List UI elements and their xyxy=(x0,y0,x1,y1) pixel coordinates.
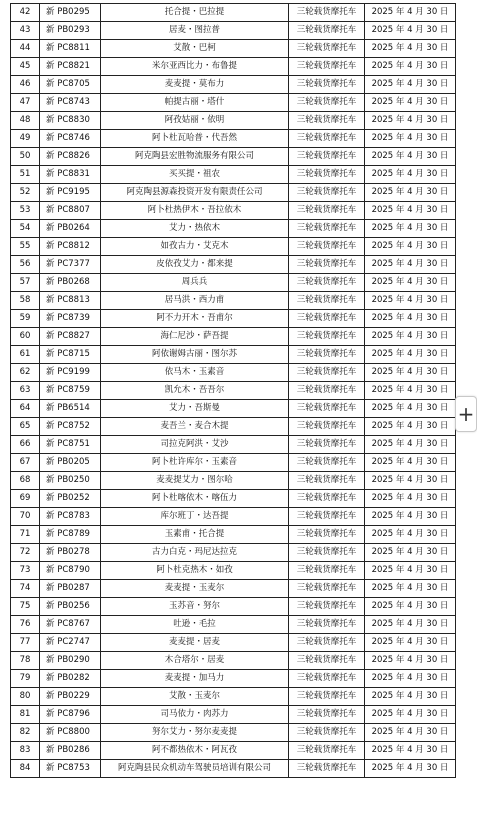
row-number-cell[interactable]: 61 xyxy=(11,346,40,364)
vehicle-type-cell[interactable]: 三轮载货摩托车 xyxy=(289,58,365,76)
date-cell[interactable]: 2025 年 4 月 30 日 xyxy=(365,436,456,454)
date-cell[interactable]: 2025 年 4 月 30 日 xyxy=(365,94,456,112)
row-number-cell[interactable]: 54 xyxy=(11,220,40,238)
date-cell[interactable]: 2025 年 4 月 30 日 xyxy=(365,256,456,274)
vehicle-type-cell[interactable]: 三轮载货摩托车 xyxy=(289,130,365,148)
owner-name-cell[interactable]: 阿不力开木・吾甫尔 xyxy=(101,310,289,328)
plate-number-cell[interactable]: 新 PC9199 xyxy=(40,364,101,382)
owner-name-cell[interactable]: 阿卜杜喀依木・喀伍力 xyxy=(101,490,289,508)
owner-name-cell[interactable]: 米尔亚西比力・布鲁提 xyxy=(101,58,289,76)
table-row xyxy=(11,202,456,220)
vehicle-type-cell[interactable]: 三轮载货摩托车 xyxy=(289,22,365,40)
table-row xyxy=(11,238,456,256)
owner-name-cell[interactable]: 麦麦提・居麦 xyxy=(101,634,289,652)
table-row xyxy=(11,4,456,22)
vehicle-type-cell[interactable]: 三轮载货摩托车 xyxy=(289,580,365,598)
table-row xyxy=(11,508,456,526)
plate-number-cell[interactable]: 新 PC9195 xyxy=(40,184,101,202)
plate-number-cell[interactable]: 新 PC8811 xyxy=(40,40,101,58)
owner-name-cell[interactable]: 周兵兵 xyxy=(101,274,289,292)
date-cell[interactable]: 2025 年 4 月 30 日 xyxy=(365,166,456,184)
vehicle-type-cell[interactable]: 三轮载货摩托车 xyxy=(289,742,365,760)
table-row xyxy=(11,148,456,166)
owner-name-cell[interactable]: 阿克陶县宏胜物流服务有限公司 xyxy=(101,148,289,166)
vehicle-type-cell[interactable]: 三轮载货摩托车 xyxy=(289,436,365,454)
date-cell[interactable]: 2025 年 4 月 30 日 xyxy=(365,508,456,526)
date-cell[interactable]: 2025 年 4 月 30 日 xyxy=(365,4,456,22)
date-cell[interactable]: 2025 年 4 月 30 日 xyxy=(365,634,456,652)
vehicle-type-cell[interactable]: 三轮载货摩托车 xyxy=(289,238,365,256)
plate-number-cell[interactable]: 新 PB0268 xyxy=(40,274,101,292)
date-cell[interactable]: 2025 年 4 月 30 日 xyxy=(365,616,456,634)
row-number-cell[interactable]: 76 xyxy=(11,616,40,634)
row-number-cell[interactable]: 74 xyxy=(11,580,40,598)
vehicle-type-cell[interactable]: 三轮载货摩托车 xyxy=(289,202,365,220)
vehicle-type-cell[interactable]: 三轮载货摩托车 xyxy=(289,382,365,400)
owner-name-cell[interactable]: 玉苏音・努尔 xyxy=(101,598,289,616)
owner-name-cell[interactable]: 艾力・吾斯曼 xyxy=(101,400,289,418)
vehicle-type-cell[interactable]: 三轮载货摩托车 xyxy=(289,364,365,382)
date-cell[interactable]: 2025 年 4 月 30 日 xyxy=(365,112,456,130)
table-row xyxy=(11,364,456,382)
table-row xyxy=(11,724,456,742)
vehicle-type-cell[interactable]: 三轮载货摩托车 xyxy=(289,598,365,616)
plate-number-cell[interactable]: 新 PC8783 xyxy=(40,508,101,526)
vehicle-type-cell[interactable]: 三轮载货摩托车 xyxy=(289,526,365,544)
row-number-cell[interactable]: 66 xyxy=(11,436,40,454)
row-number-cell[interactable]: 44 xyxy=(11,40,40,58)
plate-number-cell[interactable]: 新 PC8705 xyxy=(40,76,101,94)
table-row xyxy=(11,220,456,238)
row-number-cell[interactable]: 50 xyxy=(11,148,40,166)
date-cell[interactable]: 2025 年 4 月 30 日 xyxy=(365,544,456,562)
row-number-cell[interactable]: 57 xyxy=(11,274,40,292)
date-cell[interactable]: 2025 年 4 月 30 日 xyxy=(365,490,456,508)
row-number-cell[interactable]: 52 xyxy=(11,184,40,202)
table-row xyxy=(11,742,456,760)
vehicle-type-cell[interactable]: 三轮载货摩托车 xyxy=(289,292,365,310)
table-row xyxy=(11,652,456,670)
owner-name-cell[interactable]: 皮依孜艾力・都来提 xyxy=(101,256,289,274)
vehicle-type-cell[interactable]: 三轮载货摩托车 xyxy=(289,220,365,238)
row-number-cell[interactable]: 79 xyxy=(11,670,40,688)
owner-name-cell[interactable]: 库尔班丁・达吾提 xyxy=(101,508,289,526)
vehicle-type-cell[interactable]: 三轮载货摩托车 xyxy=(289,400,365,418)
owner-name-cell[interactable]: 居麦・图拉普 xyxy=(101,22,289,40)
date-cell[interactable]: 2025 年 4 月 30 日 xyxy=(365,652,456,670)
plate-number-cell[interactable]: 新 PC8759 xyxy=(40,382,101,400)
vehicle-type-cell[interactable]: 三轮载货摩托车 xyxy=(289,256,365,274)
row-number-cell[interactable]: 67 xyxy=(11,454,40,472)
owner-name-cell[interactable]: 麦麦提・莫布力 xyxy=(101,76,289,94)
vehicle-registration-table xyxy=(10,3,456,778)
plate-number-cell[interactable]: 新 PB0256 xyxy=(40,598,101,616)
table-row xyxy=(11,598,456,616)
plate-number-cell[interactable]: 新 PC8807 xyxy=(40,202,101,220)
vehicle-type-cell[interactable]: 三轮载货摩托车 xyxy=(289,670,365,688)
date-cell[interactable]: 2025 年 4 月 30 日 xyxy=(365,418,456,436)
table-row xyxy=(11,346,456,364)
table-row xyxy=(11,454,456,472)
vehicle-type-cell[interactable]: 三轮载货摩托车 xyxy=(289,544,365,562)
row-number-cell[interactable]: 51 xyxy=(11,166,40,184)
date-cell[interactable]: 2025 年 4 月 30 日 xyxy=(365,148,456,166)
vehicle-type-cell[interactable]: 三轮载货摩托车 xyxy=(289,616,365,634)
plate-number-cell[interactable]: 新 PC7377 xyxy=(40,256,101,274)
vehicle-type-cell[interactable]: 三轮载货摩托车 xyxy=(289,634,365,652)
date-cell[interactable]: 2025 年 4 月 30 日 xyxy=(365,598,456,616)
plate-number-cell[interactable]: 新 PC2747 xyxy=(40,634,101,652)
date-cell[interactable]: 2025 年 4 月 30 日 xyxy=(365,670,456,688)
owner-name-cell[interactable]: 玉素甫・托合提 xyxy=(101,526,289,544)
table-row xyxy=(11,472,456,490)
owner-name-cell[interactable]: 艾散・巴柯 xyxy=(101,40,289,58)
date-cell[interactable]: 2025 年 4 月 30 日 xyxy=(365,580,456,598)
plate-number-cell[interactable]: 新 PB0264 xyxy=(40,220,101,238)
vehicle-type-cell[interactable]: 三轮载货摩托车 xyxy=(289,724,365,742)
plate-number-cell[interactable]: 新 PC8827 xyxy=(40,328,101,346)
row-number-cell[interactable]: 63 xyxy=(11,382,40,400)
date-cell[interactable]: 2025 年 4 月 30 日 xyxy=(365,526,456,544)
owner-name-cell[interactable]: 木合塔尔・居麦 xyxy=(101,652,289,670)
owner-name-cell[interactable]: 吐逊・毛拉 xyxy=(101,616,289,634)
row-number-cell[interactable]: 45 xyxy=(11,58,40,76)
date-cell[interactable]: 2025 年 4 月 30 日 xyxy=(365,130,456,148)
table-row xyxy=(11,58,456,76)
table-body xyxy=(11,4,456,778)
plate-number-cell[interactable]: 新 PC8821 xyxy=(40,58,101,76)
row-number-cell[interactable]: 80 xyxy=(11,688,40,706)
plate-number-cell[interactable]: 新 PC8812 xyxy=(40,238,101,256)
owner-name-cell[interactable]: 阿孜姑丽・依明 xyxy=(101,112,289,130)
row-number-cell[interactable]: 78 xyxy=(11,652,40,670)
table-row xyxy=(11,616,456,634)
row-number-cell[interactable]: 77 xyxy=(11,634,40,652)
date-cell[interactable]: 2025 年 4 月 30 日 xyxy=(365,346,456,364)
owner-name-cell[interactable]: 依马木・玉素音 xyxy=(101,364,289,382)
owner-name-cell[interactable]: 阿卜杜瓦哈普・代吾然 xyxy=(101,130,289,148)
table-row xyxy=(11,634,456,652)
plate-number-cell[interactable]: 新 PC8746 xyxy=(40,130,101,148)
row-number-cell[interactable]: 75 xyxy=(11,598,40,616)
table-row xyxy=(11,706,456,724)
vehicle-type-cell[interactable]: 三轮载货摩托车 xyxy=(289,184,365,202)
date-cell[interactable]: 2025 年 4 月 30 日 xyxy=(365,382,456,400)
plate-number-cell[interactable]: 新 PC8789 xyxy=(40,526,101,544)
date-cell[interactable]: 2025 年 4 月 30 日 xyxy=(365,706,456,724)
row-number-cell[interactable]: 60 xyxy=(11,328,40,346)
date-cell[interactable]: 2025 年 4 月 30 日 xyxy=(365,292,456,310)
owner-name-cell[interactable]: 司马依力・肉苏力 xyxy=(101,706,289,724)
table-row xyxy=(11,526,456,544)
owner-name-cell[interactable]: 艾力・热依木 xyxy=(101,220,289,238)
table-row xyxy=(11,166,456,184)
owner-name-cell[interactable]: 古力白克・玛尼达拉克 xyxy=(101,544,289,562)
vehicle-type-cell[interactable]: 三轮载货摩托车 xyxy=(289,490,365,508)
row-number-cell[interactable]: 68 xyxy=(11,472,40,490)
row-number-cell[interactable]: 81 xyxy=(11,706,40,724)
date-cell[interactable]: 2025 年 4 月 30 日 xyxy=(365,310,456,328)
vehicle-type-cell[interactable]: 三轮载货摩托车 xyxy=(289,328,365,346)
owner-name-cell[interactable]: 艾散・玉麦尔 xyxy=(101,688,289,706)
row-number-cell[interactable]: 46 xyxy=(11,76,40,94)
table-row xyxy=(11,328,456,346)
table-row xyxy=(11,580,456,598)
date-cell[interactable]: 2025 年 4 月 30 日 xyxy=(365,760,456,778)
plus-icon: + xyxy=(457,402,475,426)
plate-number-cell[interactable]: 新 PB0252 xyxy=(40,490,101,508)
vehicle-type-cell[interactable]: 三轮载货摩托车 xyxy=(289,4,365,22)
plate-number-cell[interactable]: 新 PC8813 xyxy=(40,292,101,310)
date-cell[interactable]: 2025 年 4 月 30 日 xyxy=(365,724,456,742)
table-row xyxy=(11,130,456,148)
row-number-cell[interactable]: 49 xyxy=(11,130,40,148)
table-row xyxy=(11,760,456,778)
vehicle-type-cell[interactable]: 三轮载货摩托车 xyxy=(289,706,365,724)
owner-name-cell[interactable]: 阿卜杜克热木・如孜 xyxy=(101,562,289,580)
plate-number-cell[interactable]: 新 PB0293 xyxy=(40,22,101,40)
date-cell[interactable]: 2025 年 4 月 30 日 xyxy=(365,76,456,94)
row-number-cell[interactable]: 65 xyxy=(11,418,40,436)
vehicle-type-cell[interactable]: 三轮载货摩托车 xyxy=(289,508,365,526)
vehicle-type-cell[interactable]: 三轮载货摩托车 xyxy=(289,562,365,580)
vehicle-type-cell[interactable]: 三轮载货摩托车 xyxy=(289,454,365,472)
table-row xyxy=(11,76,456,94)
vehicle-type-cell[interactable]: 三轮载货摩托车 xyxy=(289,652,365,670)
row-number-cell[interactable]: 62 xyxy=(11,364,40,382)
plate-number-cell[interactable]: 新 PC8796 xyxy=(40,706,101,724)
vehicle-type-cell[interactable]: 三轮载货摩托车 xyxy=(289,112,365,130)
vehicle-type-cell[interactable]: 三轮载货摩托车 xyxy=(289,274,365,292)
plate-number-cell[interactable]: 新 PC8790 xyxy=(40,562,101,580)
add-column-button[interactable] xyxy=(455,396,477,432)
vehicle-type-cell[interactable]: 三轮载货摩托车 xyxy=(289,688,365,706)
plate-number-cell[interactable]: 新 PC8830 xyxy=(40,112,101,130)
row-number-cell[interactable]: 84 xyxy=(11,760,40,778)
table-row xyxy=(11,490,456,508)
owner-name-cell[interactable]: 托合提・巴拉提 xyxy=(101,4,289,22)
date-cell[interactable]: 2025 年 4 月 30 日 xyxy=(365,40,456,58)
date-cell[interactable]: 2025 年 4 月 30 日 xyxy=(365,562,456,580)
vehicle-type-cell[interactable]: 三轮载货摩托车 xyxy=(289,472,365,490)
plate-number-cell[interactable]: 新 PB0250 xyxy=(40,472,101,490)
date-cell[interactable]: 2025 年 4 月 30 日 xyxy=(365,22,456,40)
table-row xyxy=(11,544,456,562)
row-number-cell[interactable]: 72 xyxy=(11,544,40,562)
date-cell[interactable]: 2025 年 4 月 30 日 xyxy=(365,400,456,418)
vehicle-type-cell[interactable]: 三轮载货摩托车 xyxy=(289,346,365,364)
table-row xyxy=(11,562,456,580)
owner-name-cell[interactable]: 阿克陶县民众机动车驾驶员培训有限公司 xyxy=(101,760,289,778)
owner-name-cell[interactable]: 如孜古力・艾克木 xyxy=(101,238,289,256)
row-number-cell[interactable]: 70 xyxy=(11,508,40,526)
date-cell[interactable]: 2025 年 4 月 30 日 xyxy=(365,364,456,382)
row-number-cell[interactable]: 73 xyxy=(11,562,40,580)
table-row xyxy=(11,382,456,400)
row-number-cell[interactable]: 82 xyxy=(11,724,40,742)
owner-name-cell[interactable]: 买买提・祖农 xyxy=(101,166,289,184)
plate-number-cell[interactable]: 新 PB0205 xyxy=(40,454,101,472)
vehicle-type-cell[interactable]: 三轮载货摩托车 xyxy=(289,760,365,778)
vehicle-type-cell[interactable]: 三轮载货摩托车 xyxy=(289,94,365,112)
vehicle-type-cell[interactable]: 三轮载货摩托车 xyxy=(289,40,365,58)
date-cell[interactable]: 2025 年 4 月 30 日 xyxy=(365,220,456,238)
vehicle-type-cell[interactable]: 三轮载货摩托车 xyxy=(289,418,365,436)
table-row xyxy=(11,94,456,112)
row-number-cell[interactable]: 42 xyxy=(11,4,40,22)
date-cell[interactable]: 2025 年 4 月 30 日 xyxy=(365,184,456,202)
row-number-cell[interactable]: 69 xyxy=(11,490,40,508)
table-row xyxy=(11,400,456,418)
owner-name-cell[interactable]: 麦麦提艾力・图尔哈 xyxy=(101,472,289,490)
row-number-cell[interactable]: 47 xyxy=(11,94,40,112)
table-row xyxy=(11,418,456,436)
plate-number-cell[interactable]: 新 PC8751 xyxy=(40,436,101,454)
table-row xyxy=(11,436,456,454)
plate-number-cell[interactable]: 新 PB0278 xyxy=(40,544,101,562)
vehicle-type-cell[interactable]: 三轮载货摩托车 xyxy=(289,76,365,94)
table-row xyxy=(11,292,456,310)
table-row xyxy=(11,40,456,58)
date-cell[interactable]: 2025 年 4 月 30 日 xyxy=(365,742,456,760)
row-number-cell[interactable]: 53 xyxy=(11,202,40,220)
plate-number-cell[interactable]: 新 PC8752 xyxy=(40,418,101,436)
date-cell[interactable]: 2025 年 4 月 30 日 xyxy=(365,454,456,472)
date-cell[interactable]: 2025 年 4 月 30 日 xyxy=(365,274,456,292)
plate-number-cell[interactable]: 新 PB0286 xyxy=(40,742,101,760)
owner-name-cell[interactable]: 阿克陶县源森投资开发有限责任公司 xyxy=(101,184,289,202)
plate-number-cell[interactable]: 新 PC8739 xyxy=(40,310,101,328)
table-row xyxy=(11,670,456,688)
date-cell[interactable]: 2025 年 4 月 30 日 xyxy=(365,58,456,76)
owner-name-cell[interactable]: 麦吾兰・麦合木提 xyxy=(101,418,289,436)
row-number-cell[interactable]: 64 xyxy=(11,400,40,418)
row-number-cell[interactable]: 83 xyxy=(11,742,40,760)
table-row xyxy=(11,112,456,130)
plate-number-cell[interactable]: 新 PB0295 xyxy=(40,4,101,22)
vehicle-type-cell[interactable]: 三轮载货摩托车 xyxy=(289,166,365,184)
row-number-cell[interactable]: 48 xyxy=(11,112,40,130)
table-row xyxy=(11,274,456,292)
owner-name-cell[interactable]: 帕提古丽・塔什 xyxy=(101,94,289,112)
plate-number-cell[interactable]: 新 PC8767 xyxy=(40,616,101,634)
owner-name-cell[interactable]: 麦麦提・玉麦尔 xyxy=(101,580,289,598)
plate-number-cell[interactable]: 新 PC8715 xyxy=(40,346,101,364)
vehicle-type-cell[interactable]: 三轮载货摩托车 xyxy=(289,148,365,166)
owner-name-cell[interactable]: 居马洪・西力甫 xyxy=(101,292,289,310)
owner-name-cell[interactable]: 司拉克阿洪・艾沙 xyxy=(101,436,289,454)
table-row xyxy=(11,256,456,274)
owner-name-cell[interactable]: 阿不都热依木・阿瓦孜 xyxy=(101,742,289,760)
date-cell[interactable]: 2025 年 4 月 30 日 xyxy=(365,688,456,706)
plate-number-cell[interactable]: 新 PB0229 xyxy=(40,688,101,706)
owner-name-cell[interactable]: 阿依谢姆古丽・图尔苏 xyxy=(101,346,289,364)
owner-name-cell[interactable]: 麦麦提・加马力 xyxy=(101,670,289,688)
plate-number-cell[interactable]: 新 PB6514 xyxy=(40,400,101,418)
row-number-cell[interactable]: 43 xyxy=(11,22,40,40)
row-number-cell[interactable]: 58 xyxy=(11,292,40,310)
vehicle-type-cell[interactable]: 三轮载货摩托车 xyxy=(289,310,365,328)
owner-name-cell[interactable]: 阿卜杜热伊木・吾拉依木 xyxy=(101,202,289,220)
date-cell[interactable]: 2025 年 4 月 30 日 xyxy=(365,238,456,256)
table-row xyxy=(11,22,456,40)
row-number-cell[interactable]: 71 xyxy=(11,526,40,544)
plate-number-cell[interactable]: 新 PC8743 xyxy=(40,94,101,112)
plate-number-cell[interactable]: 新 PB0290 xyxy=(40,652,101,670)
plate-number-cell[interactable]: 新 PC8753 xyxy=(40,760,101,778)
plate-number-cell[interactable]: 新 PC8826 xyxy=(40,148,101,166)
owner-name-cell[interactable]: 阿卜杜许库尔・玉素音 xyxy=(101,454,289,472)
row-number-cell[interactable]: 55 xyxy=(11,238,40,256)
owner-name-cell[interactable]: 海仁尼沙・萨吾提 xyxy=(101,328,289,346)
plate-number-cell[interactable]: 新 PC8800 xyxy=(40,724,101,742)
table-row xyxy=(11,184,456,202)
table-row xyxy=(11,310,456,328)
plate-number-cell[interactable]: 新 PB0287 xyxy=(40,580,101,598)
table-row xyxy=(11,688,456,706)
date-cell[interactable]: 2025 年 4 月 30 日 xyxy=(365,202,456,220)
plate-number-cell[interactable]: 新 PC8831 xyxy=(40,166,101,184)
row-number-cell[interactable]: 59 xyxy=(11,310,40,328)
owner-name-cell[interactable]: 努尔艾力・努尔麦麦提 xyxy=(101,724,289,742)
date-cell[interactable]: 2025 年 4 月 30 日 xyxy=(365,472,456,490)
row-number-cell[interactable]: 56 xyxy=(11,256,40,274)
date-cell[interactable]: 2025 年 4 月 30 日 xyxy=(365,328,456,346)
plate-number-cell[interactable]: 新 PB0282 xyxy=(40,670,101,688)
owner-name-cell[interactable]: 凯允木・吾吾尔 xyxy=(101,382,289,400)
